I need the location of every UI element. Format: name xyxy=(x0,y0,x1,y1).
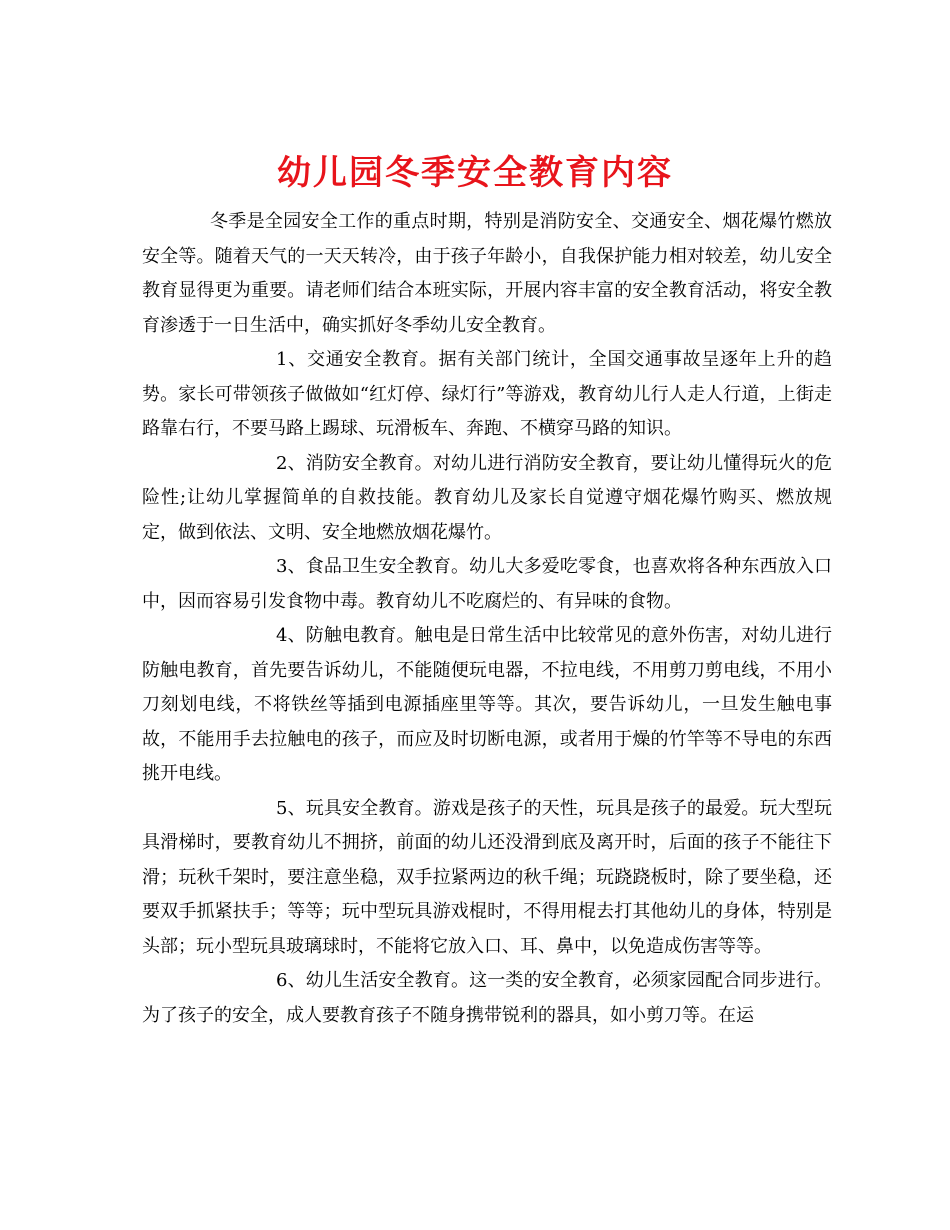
paragraph-traffic-safety: 1、交通安全教育。据有关部门统计，全国交通事故呈逐年上升的趋势。家长可带领孩子做做如“红灯停、绿灯行”等游戏，教育幼儿行人走人行道，上街走路靠右行，不要马路上踢球、玩滑板车、奔跑、不横穿马路的知识。 xyxy=(142,349,832,439)
paragraph-food-safety: 3、食品卫生安全教育。幼儿大多爱吃零食，也喜欢将各种东西放入口中，因而容易引发食物中毒。教育幼儿不吃腐烂的、有异味的食物。 xyxy=(142,556,832,612)
intro-paragraph: 冬季是全园安全工作的重点时期，特别是消防安全、交通安全、烟花爆竹燃放安全等。随着天气的一天天转冷，由于孩子年龄小，自我保护能力相对较差，幼儿安全教育显得更为重要。请老师们结合本班实际，开展内容丰富的安全教育活动，将安全教育渗透于一日生活中，确实抓好冬季幼儿安全教育。 xyxy=(142,211,832,336)
page-title: 幼儿园冬季安全教育内容 xyxy=(277,152,673,193)
paragraph-daily-life-safety: 6、幼儿生活安全教育。这一类的安全教育，必须家园配合同步进行。为了孩子的安全，成人要教育孩子不随身携带锐利的器具，如小剪刀等。在运 xyxy=(142,970,832,1026)
paragraph-electric-safety: 4、防触电教育。触电是日常生活中比较常见的意外伤害，对幼儿进行防触电教育，首先要告诉幼儿，不能随便玩电器，不拉电线，不用剪刀剪电线，不用小刀刻划电线，不将铁丝等插到电源插座里等等。其次，要告诉幼儿，一旦发生触电事故，不能用手去拉触电的孩子，而应及时切断电源，或者用于燥的竹竿等不导电的东西挑开电线。 xyxy=(142,625,832,784)
paragraph-toy-safety: 5、玩具安全教育。游戏是孩子的天性，玩具是孩子的最爱。玩大型玩具滑梯时，要教育幼儿不拥挤，前面的幼儿还没滑到底及离开时，后面的孩子不能往下滑；玩秋千架时，要注意坐稳，双手拉紧两边的秋千绳；玩跷跷板时，除了要坐稳，还要双手抓紧扶手；等等；玩中型玩具游戏棍时，不得用棍去打其他幼儿的身体，特别是头部；玩小型玩具玻璃球时，不能将它放入口、耳、鼻中，以免造成伤害等等。 xyxy=(142,797,832,957)
paragraph-fire-safety: 2、消防安全教育。对幼儿进行消防安全教育，要让幼儿懂得玩火的危险性;让幼儿掌握简单的自救技能。教育幼儿及家长自觉遵守烟花爆竹购买、燃放规定，做到依法、文明、安全地燃放烟花爆竹。 xyxy=(142,452,832,543)
document-body xyxy=(142,205,832,1033)
